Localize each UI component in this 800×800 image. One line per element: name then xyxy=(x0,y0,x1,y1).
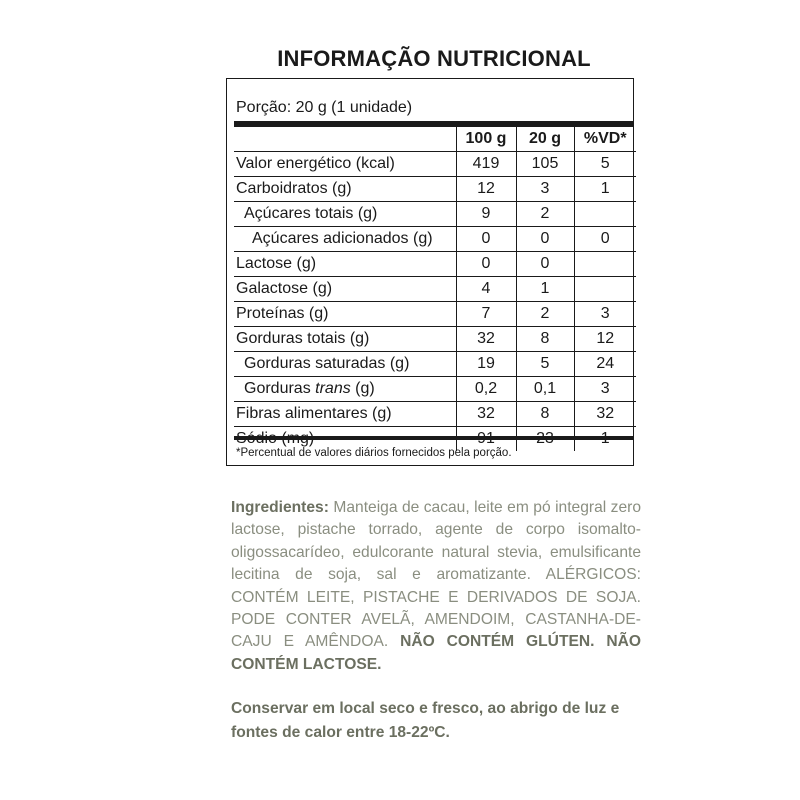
nutrient-name: Gorduras saturadas (g) xyxy=(234,352,456,377)
table-header-row xyxy=(234,127,636,152)
ingredients-text xyxy=(231,497,641,676)
value-20g: 105 xyxy=(516,152,574,177)
nutrient-name: Galactose (g) xyxy=(234,277,456,302)
value-vd: 32 xyxy=(574,402,636,427)
nutrient-name: Fibras alimentares (g) xyxy=(234,402,456,427)
value-100g: 4 xyxy=(456,277,516,302)
nutrient-name-italic: trans xyxy=(315,380,351,397)
value-vd: 0 xyxy=(574,227,636,252)
value-vd: 3 xyxy=(574,377,636,402)
value-100g: 0 xyxy=(456,227,516,252)
header-100g: 100 g xyxy=(456,127,516,152)
label-title: INFORMAÇÃO NUTRICIONAL xyxy=(277,46,591,71)
nutrient-name-post: (g) xyxy=(350,380,375,397)
value-20g: 5 xyxy=(516,352,574,377)
nutrient-name: Açúcares adicionados (g) xyxy=(234,227,456,252)
nutrient-name: Lactose (g) xyxy=(234,252,456,277)
table-row xyxy=(234,352,636,377)
value-100g: 12 xyxy=(456,177,516,202)
bottom-rule xyxy=(234,436,633,440)
value-vd: 24 xyxy=(574,352,636,377)
table-row xyxy=(234,252,636,277)
value-100g: 0,2 xyxy=(456,377,516,402)
value-vd xyxy=(574,252,636,277)
value-20g: 0,1 xyxy=(516,377,574,402)
lactose-warning: NÃO CONTÉM LACTOSE. xyxy=(231,633,641,673)
value-vd: 5 xyxy=(574,152,636,177)
header-nutrient xyxy=(234,127,456,152)
header-20g: 20 g xyxy=(516,127,574,152)
nutrient-name-pre: Gorduras xyxy=(244,380,316,397)
value-20g: 0 xyxy=(516,252,574,277)
table-row xyxy=(234,377,636,402)
table-row xyxy=(234,152,636,177)
value-vd: 3 xyxy=(574,302,636,327)
value-100g: 419 xyxy=(456,152,516,177)
value-100g: 9 xyxy=(456,202,516,227)
value-20g: 8 xyxy=(516,402,574,427)
table-row xyxy=(234,302,636,327)
portion-size: Porção: 20 g (1 unidade) xyxy=(236,99,413,116)
value-20g: 2 xyxy=(516,302,574,327)
nutrient-name: Proteínas (g) xyxy=(234,302,456,327)
table-row xyxy=(234,227,636,252)
gluten-warning: NÃO CONTÉM GLÚTEN. xyxy=(400,633,595,651)
table-row xyxy=(234,202,636,227)
value-vd: 1 xyxy=(574,177,636,202)
nutrient-name: Açúcares totais (g) xyxy=(234,202,456,227)
header-vd: %VD* xyxy=(574,127,636,152)
table-row xyxy=(234,177,636,202)
value-20g: 8 xyxy=(516,327,574,352)
value-20g: 3 xyxy=(516,177,574,202)
ingredients-body: Manteiga de cacau, leite em pó integral zero lactose, pistache torrado, agente de corpo isomalto-oligossacarídeo, edulcorante natural stevia, emulsificante lecitina de soja, sal e aromatizante. ALÉRGICOS: CONTÉM LEITE, PISTACHE E DERIVADOS DE SOJA. PODE CONTER AVELÃ, AMENDOIM, CASTANHA-DE-CAJU E AMÊNDOA. xyxy=(231,499,641,651)
nutrient-name: Valor energético (kcal) xyxy=(234,152,456,177)
value-100g: 19 xyxy=(456,352,516,377)
value-100g: 0 xyxy=(456,252,516,277)
value-20g: 1 xyxy=(516,277,574,302)
value-100g: 32 xyxy=(456,327,516,352)
nutrient-name: Gorduras totais (g) xyxy=(234,327,456,352)
footnote: *Percentual de valores diários fornecidos pela porção. xyxy=(236,447,512,459)
value-vd: 12 xyxy=(574,327,636,352)
ingredients-label: Ingredientes: xyxy=(231,499,329,516)
nutrition-panel xyxy=(226,78,634,466)
table-row xyxy=(234,277,636,302)
nutrient-name: Carboidratos (g) xyxy=(234,177,456,202)
storage-instructions: Conservar em local seco e fresco, ao abrigo de luz e fontes de calor entre 18-22ºC. xyxy=(231,700,620,741)
value-vd xyxy=(574,202,636,227)
table-row xyxy=(234,402,636,427)
value-100g: 32 xyxy=(456,402,516,427)
nutrition-table xyxy=(234,127,636,451)
table-row xyxy=(234,327,636,352)
value-vd xyxy=(574,277,636,302)
value-100g: 7 xyxy=(456,302,516,327)
nutrient-name xyxy=(234,377,456,402)
value-20g: 2 xyxy=(516,202,574,227)
value-20g: 0 xyxy=(516,227,574,252)
